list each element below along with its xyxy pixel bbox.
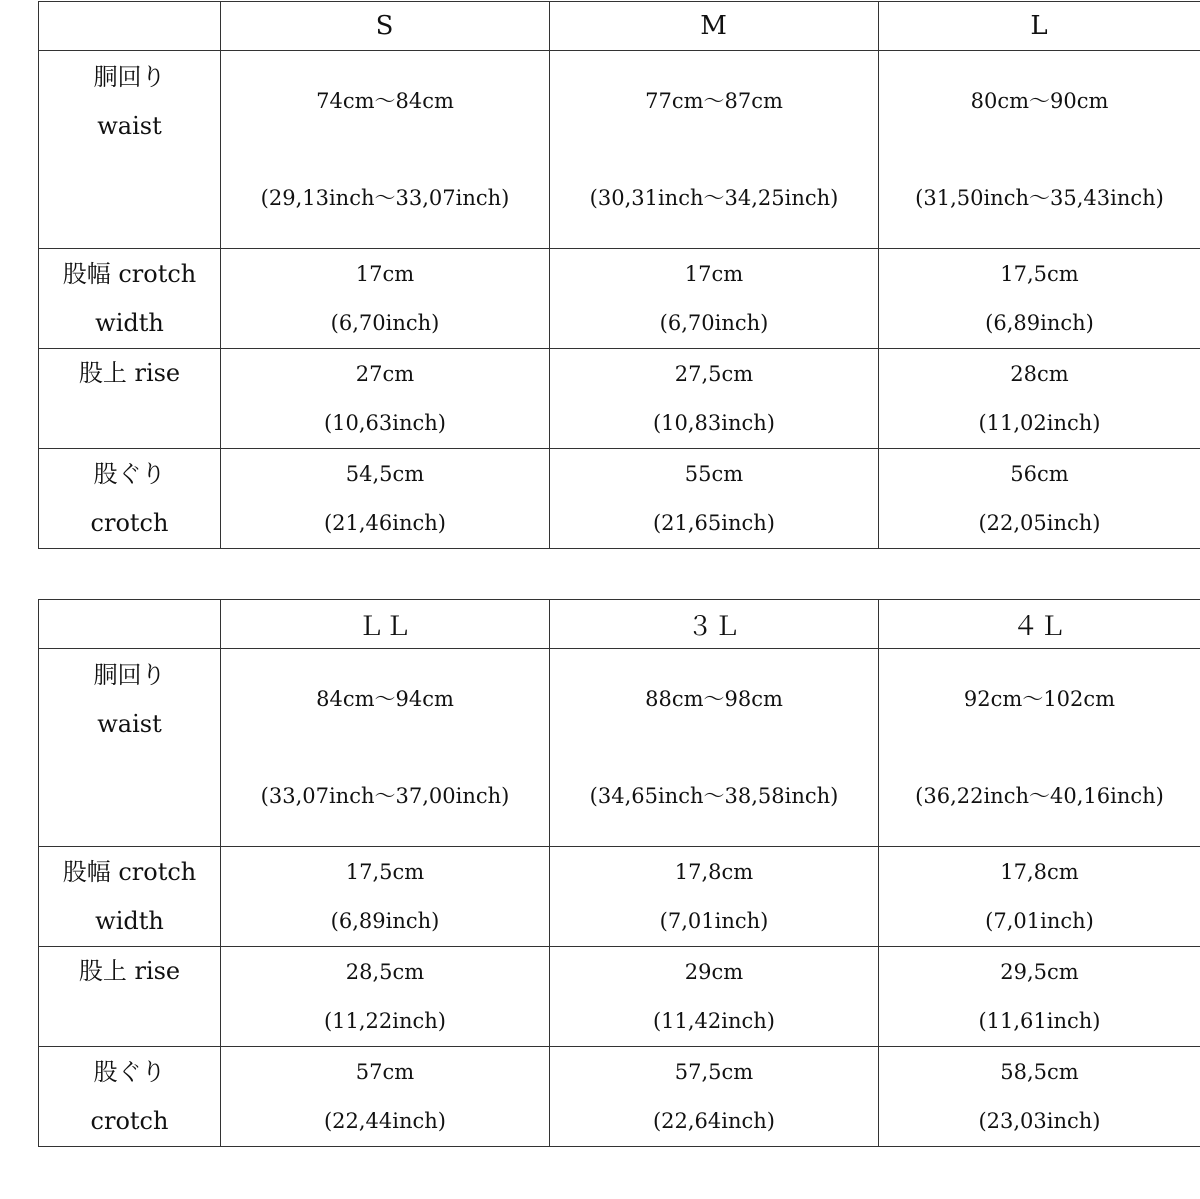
size-table-1	[38, 1, 1200, 549]
crotch-width-label	[39, 249, 221, 349]
crotch-inch: (22,05inch)	[978, 510, 1101, 535]
rise-value-cell	[550, 349, 879, 449]
waist-label-jp: 胴回り	[93, 661, 166, 689]
crotch-width-inch: (6,89inch)	[985, 310, 1094, 335]
header-row	[39, 600, 1200, 649]
rise-inch: (10,63inch)	[323, 410, 447, 435]
crotch-row	[39, 1047, 1200, 1147]
header-row	[39, 2, 1200, 51]
waist-inch: (30,31inch～34,25inch)	[589, 186, 839, 210]
size-header: ３Ｌ	[550, 600, 879, 649]
rise-cm: 27cm	[355, 361, 415, 386]
waist-row	[39, 649, 1200, 847]
crotch-value-cell	[879, 1047, 1200, 1147]
waist-value-cell	[550, 649, 879, 847]
crotch-width-inch: (7,01inch)	[985, 908, 1094, 933]
crotch-width-inch: (6,70inch)	[330, 310, 440, 335]
rise-cm: 27,5cm	[674, 361, 754, 386]
rise-inch: (10,83inch)	[652, 410, 776, 435]
waist-value-cell	[221, 51, 550, 249]
crotch-value-cell	[550, 449, 879, 549]
crotch-cm: 58,5cm	[1000, 1059, 1079, 1084]
size-header: L	[879, 2, 1200, 51]
crotch-width-value-cell	[221, 249, 550, 349]
crotch-inch: (21,46inch)	[323, 510, 447, 535]
crotch-cm: 57cm	[355, 1059, 415, 1084]
rise-value-cell	[550, 947, 879, 1047]
crotch-label	[39, 1047, 221, 1147]
crotch-width-label-line1: 股幅 crotch	[62, 857, 197, 886]
waist-value-cell	[221, 649, 550, 847]
crotch-cm: 54,5cm	[345, 461, 425, 486]
rise-cm: 28cm	[1010, 361, 1069, 386]
crotch-width-row	[39, 847, 1200, 947]
crotch-label-en: crotch	[90, 508, 169, 537]
rise-inch: (11,22inch)	[323, 1008, 447, 1033]
rise-value-cell	[879, 349, 1200, 449]
rise-value-cell	[221, 349, 550, 449]
corner-cell	[39, 2, 221, 51]
rise-label: 股上 rise	[39, 947, 221, 1047]
waist-inch: (31,50inch～35,43inch)	[915, 186, 1164, 210]
waist-label	[39, 649, 221, 847]
crotch-width-cm: 17,5cm	[345, 859, 425, 884]
rise-inch: (11,02inch)	[978, 410, 1101, 435]
size-table-2	[38, 599, 1200, 1147]
size-header: M	[550, 2, 879, 51]
rise-inch: (11,61inch)	[978, 1008, 1101, 1033]
rise-value-cell	[879, 947, 1200, 1047]
waist-cm: 80cm～90cm	[970, 89, 1109, 113]
crotch-inch: (22,44inch)	[323, 1108, 447, 1133]
waist-label-en: waist	[97, 112, 162, 140]
rise-cm: 29cm	[684, 959, 744, 984]
crotch-inch: (23,03inch)	[978, 1108, 1101, 1133]
waist-inch: (33,07inch～37,00inch)	[260, 784, 510, 808]
rise-inch: (11,42inch)	[652, 1008, 776, 1033]
crotch-value-cell	[221, 1047, 550, 1147]
crotch-width-row	[39, 249, 1200, 349]
crotch-value-cell	[221, 449, 550, 549]
waist-label-en: waist	[97, 710, 162, 738]
waist-value-cell	[550, 51, 879, 249]
crotch-width-label-line2: width	[95, 906, 164, 935]
corner-cell	[39, 600, 221, 649]
waist-inch: (29,13inch～33,07inch)	[260, 186, 510, 210]
crotch-width-label	[39, 847, 221, 947]
crotch-width-cm: 17,8cm	[1000, 859, 1079, 884]
crotch-cm: 56cm	[1010, 461, 1069, 486]
rise-cm: 29,5cm	[1000, 959, 1079, 984]
crotch-width-label-line1: 股幅 crotch	[62, 259, 197, 288]
waist-value-cell	[879, 51, 1200, 249]
crotch-value-cell	[879, 449, 1200, 549]
waist-label-jp: 胴回り	[93, 63, 166, 91]
rise-row	[39, 349, 1200, 449]
size-header: ４Ｌ	[879, 600, 1200, 649]
crotch-width-inch: (6,89inch)	[330, 908, 440, 933]
waist-cm: 74cm～84cm	[316, 89, 454, 113]
crotch-width-value-cell	[879, 847, 1200, 947]
crotch-width-value-cell	[550, 249, 879, 349]
crotch-width-value-cell	[221, 847, 550, 947]
waist-cm: 88cm～98cm	[645, 687, 783, 711]
crotch-label-jp: 股ぐり	[93, 1057, 166, 1086]
crotch-width-cm: 17,5cm	[1000, 261, 1079, 286]
crotch-width-value-cell	[550, 847, 879, 947]
crotch-inch: (22,64inch)	[652, 1108, 776, 1133]
crotch-width-value-cell	[879, 249, 1200, 349]
crotch-width-label-line2: width	[95, 308, 164, 337]
crotch-width-inch: (7,01inch)	[659, 908, 769, 933]
rise-cm: 28,5cm	[345, 959, 425, 984]
waist-cm: 92cm～102cm	[963, 687, 1116, 711]
waist-value-cell	[879, 649, 1200, 847]
waist-cm: 84cm～94cm	[316, 687, 454, 711]
crotch-label-jp: 股ぐり	[93, 459, 166, 488]
crotch-cm: 55cm	[684, 461, 744, 486]
crotch-width-cm: 17,8cm	[674, 859, 754, 884]
crotch-value-cell	[550, 1047, 879, 1147]
waist-inch: (36,22inch～40,16inch)	[915, 784, 1164, 808]
crotch-width-cm: 17cm	[684, 261, 744, 286]
crotch-row	[39, 449, 1200, 549]
crotch-inch: (21,65inch)	[652, 510, 776, 535]
crotch-width-inch: (6,70inch)	[659, 310, 769, 335]
rise-value-cell	[221, 947, 550, 1047]
waist-inch: (34,65inch～38,58inch)	[589, 784, 839, 808]
crotch-width-cm: 17cm	[355, 261, 415, 286]
crotch-cm: 57,5cm	[674, 1059, 754, 1084]
rise-label: 股上 rise	[39, 349, 221, 449]
size-header: ＬＬ	[221, 600, 550, 649]
size-header: S	[221, 2, 550, 51]
crotch-label-en: crotch	[90, 1106, 169, 1135]
waist-cm: 77cm～87cm	[645, 89, 783, 113]
rise-row	[39, 947, 1200, 1047]
waist-row	[39, 51, 1200, 249]
crotch-label	[39, 449, 221, 549]
waist-label	[39, 51, 221, 249]
